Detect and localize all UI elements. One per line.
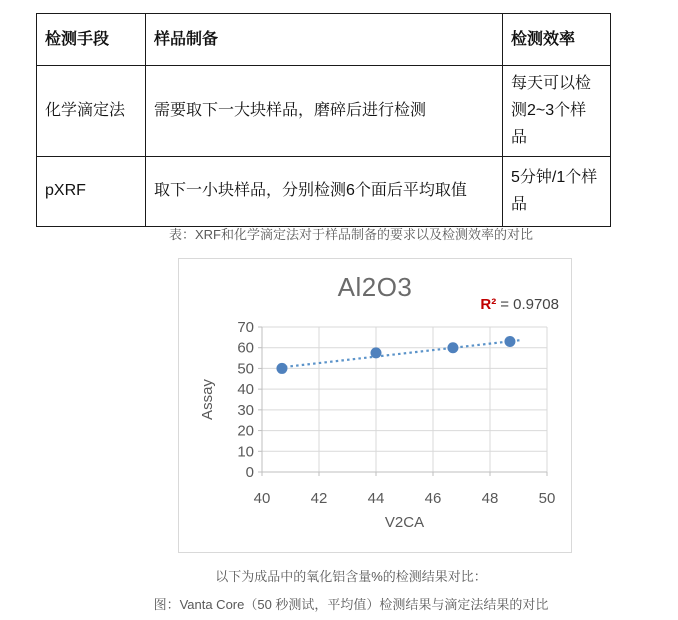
header-cell-method: 检测手段 [37, 14, 146, 66]
comparison-table [36, 13, 611, 227]
scatter-point [276, 363, 287, 374]
x-tick-label: 46 [424, 490, 442, 507]
x-tick-label: 50 [538, 490, 556, 507]
trend-line [279, 340, 521, 368]
chart-note-caption: 以下为成品中的氧化铝含量%的检测结果对比： [215, 569, 487, 584]
table-row [37, 156, 611, 226]
scatter-point [447, 342, 458, 353]
chart-figure [178, 258, 572, 553]
header-cell-prep: 样品制备 [146, 14, 503, 66]
y-tick-label: 70 [237, 319, 254, 336]
efficiency-cell: 每天可以检测2~3个样品 [503, 66, 611, 157]
chart-title: Al2O3 [337, 272, 413, 302]
x-axis-title: V2CA [384, 514, 425, 531]
table-caption: 表：XRF和化学滴定法对于样品制备的要求以及检测效率的对比 [168, 227, 533, 242]
r-squared [480, 296, 559, 313]
y-tick-label: 20 [237, 422, 254, 440]
table-row [37, 66, 611, 157]
x-tick-label: 44 [367, 490, 385, 507]
x-tick-label: 42 [310, 490, 328, 507]
prep-cell: 取下一小块样品，分别检测6个面后平均取值 [146, 156, 503, 226]
scatter-point [504, 336, 515, 347]
y-tick-label: 60 [237, 339, 254, 357]
efficiency-cell: 5分钟/1个样品 [503, 156, 611, 226]
y-tick-label: 40 [237, 381, 254, 399]
y-tick-label: 30 [237, 401, 254, 419]
r-squared-value: = 0.9708 [500, 296, 559, 313]
method-cell: pXRF [37, 156, 146, 226]
x-tick-label: 40 [253, 490, 271, 507]
method-cell: 化学滴定法 [37, 66, 146, 157]
header-cell-efficiency: 检测效率 [503, 14, 611, 66]
y-tick-label: 50 [237, 360, 254, 378]
prep-cell: 需要取下一大块样品，磨碎后进行检测 [146, 66, 503, 157]
r-squared-label: R² [480, 296, 497, 313]
y-tick-label: 10 [237, 443, 254, 461]
scatter-point [371, 347, 382, 358]
figure-caption: 图：Vanta Core（50 秒测试，平均值）检测结果与滴定法结果的对比 [153, 597, 549, 612]
table-header-row [37, 14, 611, 66]
y-tick-label: 0 [245, 464, 254, 481]
y-axis-title: Assay [199, 379, 216, 420]
x-tick-label: 48 [481, 490, 499, 507]
